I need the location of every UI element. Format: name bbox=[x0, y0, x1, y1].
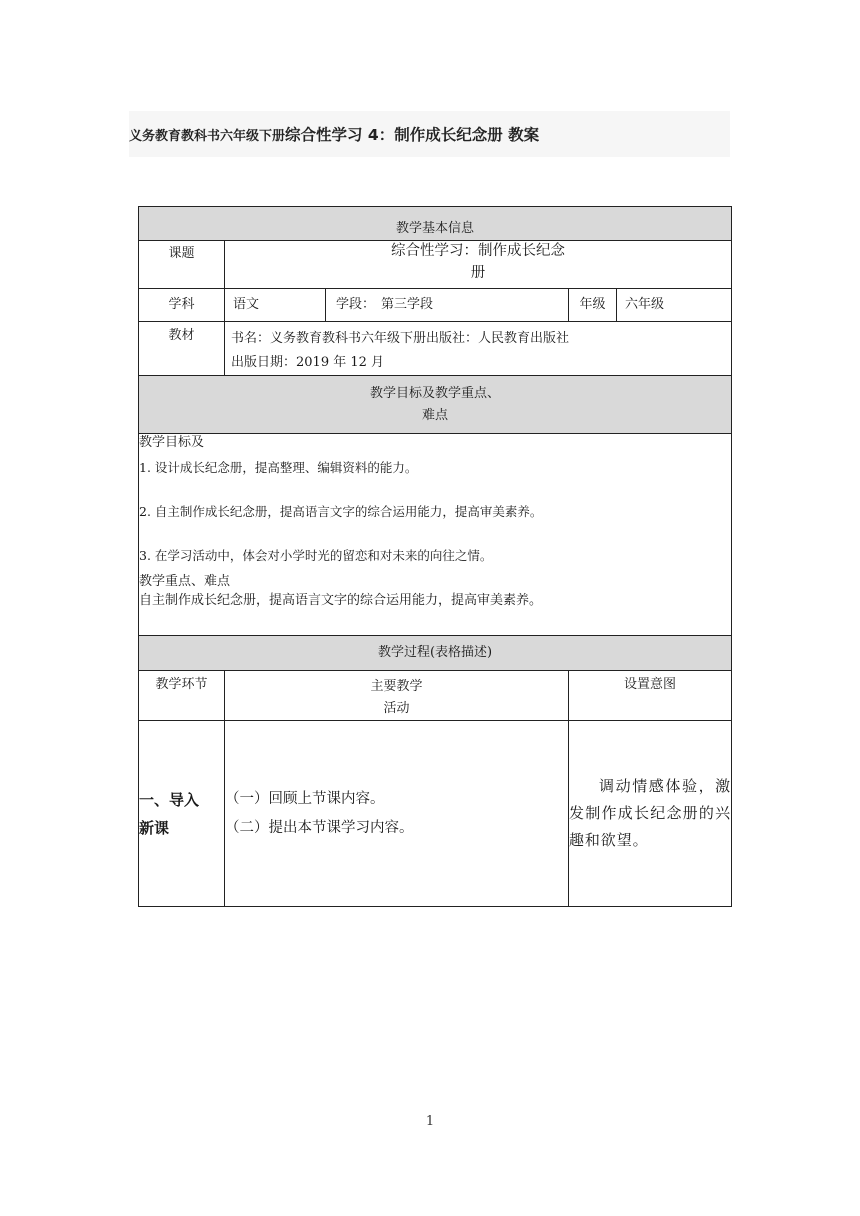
textbook-label: 教材 bbox=[139, 322, 225, 376]
key-points-heading: 教学重点、难点 bbox=[139, 574, 231, 590]
document-title-main: 综合性学习 4：制作成长纪念册 教案 bbox=[285, 126, 540, 144]
process-intent: 调动情感体验，激发制作成长纪念册的兴趣和欲望。 bbox=[569, 721, 732, 907]
basic-info-header: 教学基本信息 bbox=[139, 207, 732, 241]
process-activity-line2: （二）提出本节课学习内容。 bbox=[225, 819, 414, 836]
col-intent-header: 设置意图 bbox=[569, 671, 732, 721]
textbook-value bbox=[225, 322, 732, 376]
key-points-text: 自主制作成长纪念册，提高语言文字的综合运用能力，提高审美素养。 bbox=[139, 593, 543, 609]
subject-label: 学科 bbox=[139, 289, 225, 322]
process-stage bbox=[139, 721, 225, 907]
stage-value: 第三学段 bbox=[381, 296, 434, 312]
goal-item: 2. 自主制作成长纪念册，提高语言文字的综合运用能力，提高审美素养。 bbox=[139, 503, 543, 519]
objectives-row bbox=[139, 434, 732, 636]
goal-item: 1. 设计成长纪念册，提高整理、编辑资料的能力。 bbox=[139, 459, 418, 475]
topic-label: 课题 bbox=[139, 241, 225, 289]
textbook-name: 书名：义务教育教科书六年级下册出版社：人民教育出版社 bbox=[231, 331, 570, 346]
document-title bbox=[129, 111, 730, 157]
col-activity-header-line1: 主要教学 bbox=[370, 679, 423, 694]
textbook-date: 出版日期：2019 年 12 月 bbox=[231, 355, 385, 370]
process-activity-line1: （一）回顾上节课内容。 bbox=[225, 790, 385, 807]
stage-label: 学段： bbox=[336, 296, 376, 312]
topic-value bbox=[225, 241, 732, 289]
topic-value-line1: 综合性学习：制作成长纪念 bbox=[391, 243, 566, 259]
objectives-header-row bbox=[139, 376, 732, 434]
subject-value: 语文 bbox=[225, 289, 326, 322]
objectives-header-line1: 教学目标及教学重点、 bbox=[370, 385, 501, 401]
col-activity-header bbox=[225, 671, 569, 721]
process-header: 教学过程(表格描述) bbox=[139, 636, 732, 671]
document-title-prefix: 义务教育教科书六年级下册 bbox=[129, 128, 286, 144]
basic-info-header-row bbox=[139, 207, 732, 241]
topic-value-line2: 册 bbox=[470, 264, 486, 281]
page-number: 1 bbox=[425, 1114, 435, 1129]
objectives-header-line2: 难点 bbox=[422, 407, 449, 423]
lesson-plan-table bbox=[138, 206, 732, 907]
subject-row bbox=[139, 289, 732, 322]
grade-value: 六年级 bbox=[617, 289, 732, 322]
topic-row bbox=[139, 241, 732, 289]
objectives-content bbox=[139, 434, 732, 636]
grade-label: 年级 bbox=[569, 289, 617, 322]
objectives-header bbox=[139, 376, 732, 434]
stage-field bbox=[326, 289, 569, 322]
process-activity bbox=[225, 721, 569, 907]
textbook-row bbox=[139, 322, 732, 376]
process-row bbox=[139, 721, 732, 907]
goal-item: 3. 在学习活动中，体会对小学时光的留恋和对未来的向往之情。 bbox=[139, 548, 493, 564]
goals-heading: 教学目标及 bbox=[139, 435, 205, 450]
col-activity-header-line2: 活动 bbox=[383, 701, 410, 716]
process-columns-row bbox=[139, 671, 732, 721]
process-stage-line1: 一、导入 bbox=[139, 790, 200, 809]
process-header-row bbox=[139, 636, 732, 671]
col-stage-header: 教学环节 bbox=[139, 671, 225, 721]
process-stage-line2: 新课 bbox=[139, 818, 170, 837]
